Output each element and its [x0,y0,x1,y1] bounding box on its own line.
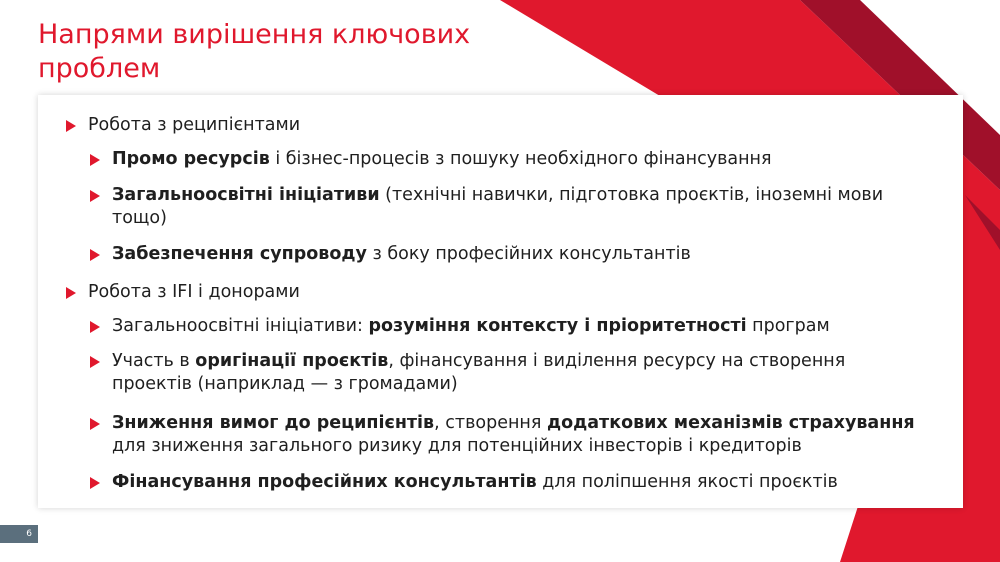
item-text [112,243,691,266]
item-text [112,412,930,458]
triangle-bullet-icon [90,418,100,430]
list-item-level2 [90,412,930,458]
triangle-bullet-icon [90,190,100,202]
triangle-bullet-icon [90,321,100,333]
triangle-bullet-icon [90,477,100,489]
bold-span: Загальноосвітні ініціативи [112,185,380,205]
text-span: Участь в [112,351,196,371]
text-span: і бізнес-процесів з пошуку необхідного фінансування [269,149,772,169]
list-item-level2 [90,243,930,266]
text-span: програм [746,316,830,336]
triangle-bullet-icon [66,287,76,299]
list-item-level2 [90,471,930,494]
bold-span: Забезпечення супроводу [112,244,367,264]
text-span: , створення [434,413,547,433]
triangle-bullet-icon [66,120,76,132]
text-span: Загальноосвітні ініціативи: [112,316,369,336]
list-item-level1 [66,281,300,304]
item-text [112,315,830,338]
bold-span: додаткових механізмів страхування [546,413,915,433]
bold-span: розуміння контексту і пріоритетності [368,316,747,336]
list-item-level2 [90,148,930,171]
bullet-list [38,95,963,508]
slide-title: Напрями вирішення ключових проблем [38,19,471,84]
list-item-level2 [90,350,930,396]
item-text [112,148,772,171]
text-span: (технічні навички, підготовка проєктів, іноземні мови тощо) [112,185,884,228]
page-number-badge: 6 [0,525,38,543]
content-panel [38,95,963,508]
section-heading: Робота з реципієнтами [88,115,301,135]
text-span: з боку професійних консультантів [366,244,691,264]
text-span: , фінансування і виділення ресурсу на створення проектів (наприклад — з громадами) [112,351,846,394]
list-item-level2 [90,184,930,230]
item-text [112,350,930,396]
list-item-level2 [90,315,930,338]
section-heading: Робота з IFI і донорами [88,282,300,302]
bold-span: Фінансування професійних консультантів [112,472,537,492]
text-span: для поліпшення якості проєктів [536,472,838,492]
bold-span: Зниження вимог до реципієнтів [112,413,435,433]
item-text [112,184,930,230]
item-text [112,471,838,494]
text-span: для зниження загального ризику для потенційних інвесторів і кредиторів [112,436,802,456]
bold-span: оригінації проєктів [195,351,389,371]
triangle-bullet-icon [90,249,100,261]
triangle-bullet-icon [90,356,100,368]
triangle-bullet-icon [90,154,100,166]
bold-span: Промо ресурсів [112,149,270,169]
list-item-level1 [66,114,300,137]
